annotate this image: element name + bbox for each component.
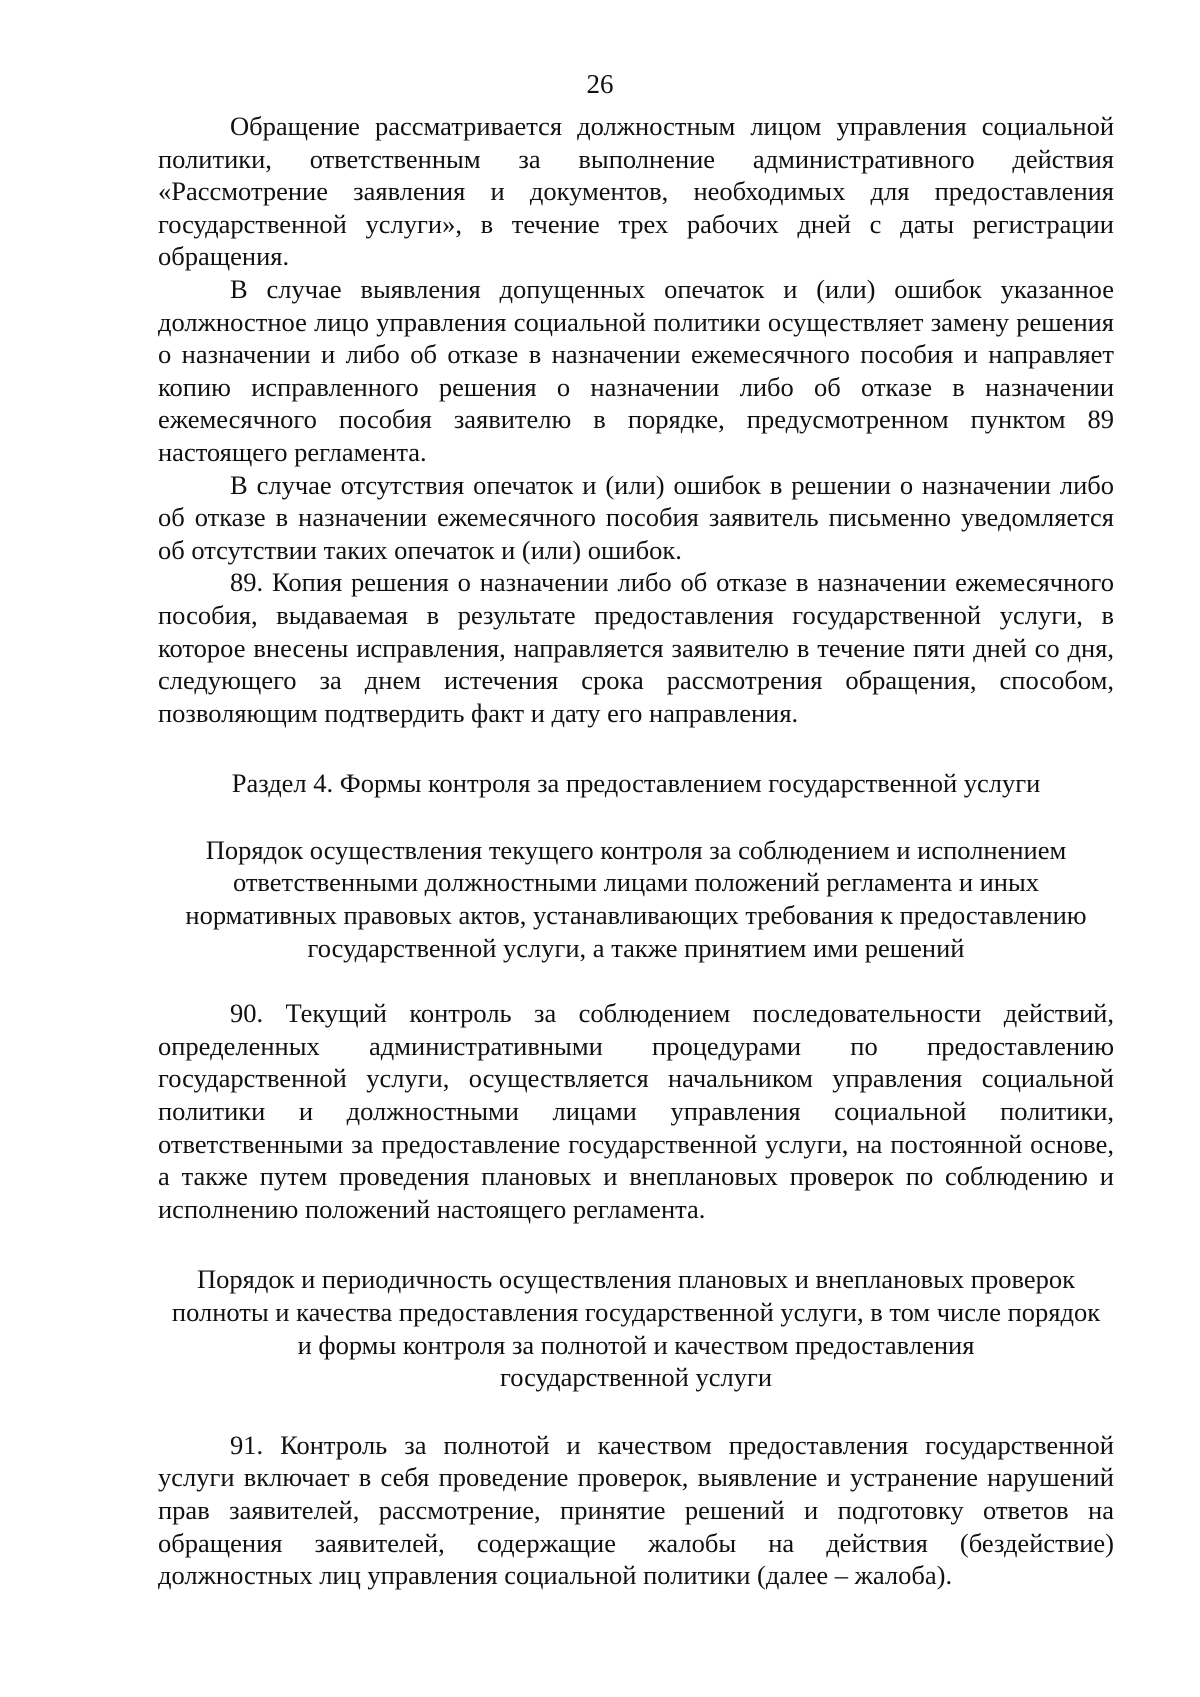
heading-line: полноты и качества предоставления государственной услуги, в том числе порядок xyxy=(171,1297,1101,1327)
paragraph-89: 89. Копия решения о назначении либо об отказе в назначении ежемесячного пособия, выдаваемая в результате предоставления государственной услуги, в которое внесены исправления, направляется заявителю в течение пяти дней со дня, следующего за днем истечения срока рассмотрения обращения, способом, позволяющим подтвердить факт и дату его направления. xyxy=(158,567,1114,728)
heading-line: ответственными должностными лицами положений регламента и иных xyxy=(232,867,1040,898)
heading-line: Порядок осуществления текущего контроля за соблюдением и исполнением xyxy=(205,834,1067,865)
heading-line: Порядок и периодичность осуществления плановых и внеплановых проверок xyxy=(197,1264,1075,1295)
heading-line: государственной услуги, а также принятием ими решений xyxy=(307,932,965,963)
paragraph-90: 90. Текущий контроль за соблюдением последовательности действий, определенных административными процедурами по предоставлению государственной услуги, осуществляется начальником управления социальной политики и должностными лицами управления социальной политики, ответственными за предоставление государственной услуги, на постоянной основе, а также путем проведения плановых и внеплановых проверок по соблюдению и исполнению положений настоящего регламента. xyxy=(158,998,1114,1224)
paragraph-no-errors: В случае отсутствия опечаток и (или) ошибок в решении о назначении либо об отказе в назначении ежемесячного пособия заявитель письменно уведомляется об отсутствии таких опечаток и (или) ошибок. xyxy=(158,469,1114,565)
subsection-inspections-heading xyxy=(158,1263,1114,1393)
heading-line: нормативных правовых актов, устанавливающих требования к предоставлению xyxy=(185,900,1087,931)
heading-line: государственной услуги xyxy=(499,1362,773,1393)
heading-line: и формы контроля за полнотой и качеством предоставления xyxy=(297,1329,975,1360)
paragraph-91: 91. Контроль за полнотой и качеством предоставления государственной услуги включает в себя проведение проверок, выявление и устранение нарушений прав заявителей, рассмотрение, принятие решений и подготовку ответов на обращения заявителей, содержащие жалобы на действия (бездействие) должностных лиц управления социальной политики (далее – жалоба). xyxy=(158,1429,1114,1591)
paragraph-appeal-review: Обращение рассматривается должностным лицом управления социальной политики, ответственным за выполнение административного действия «Рассмотрение заявления и документов, необходимых для предоставления государственной услуги», в течение трех рабочих дней с даты регистрации обращения. xyxy=(158,111,1114,272)
subsection-current-control-heading xyxy=(158,834,1114,964)
paragraph-errors-found: В случае выявления допущенных опечаток и (или) ошибок указанное должностное лицо управления социальной политики осуществляет замену решения о назначении и либо об отказе в назначении ежемесячного пособия и направляет копию исправленного решения о назначении либо об отказе в назначении ежемесячного пособия заявителю в порядке, предусмотренном пунктом 89 настоящего регламента. xyxy=(158,273,1114,467)
section-4-title: Раздел 4. Формы контроля за предоставлением государственной услуги xyxy=(231,768,1041,799)
page-number: 26 xyxy=(586,69,614,99)
